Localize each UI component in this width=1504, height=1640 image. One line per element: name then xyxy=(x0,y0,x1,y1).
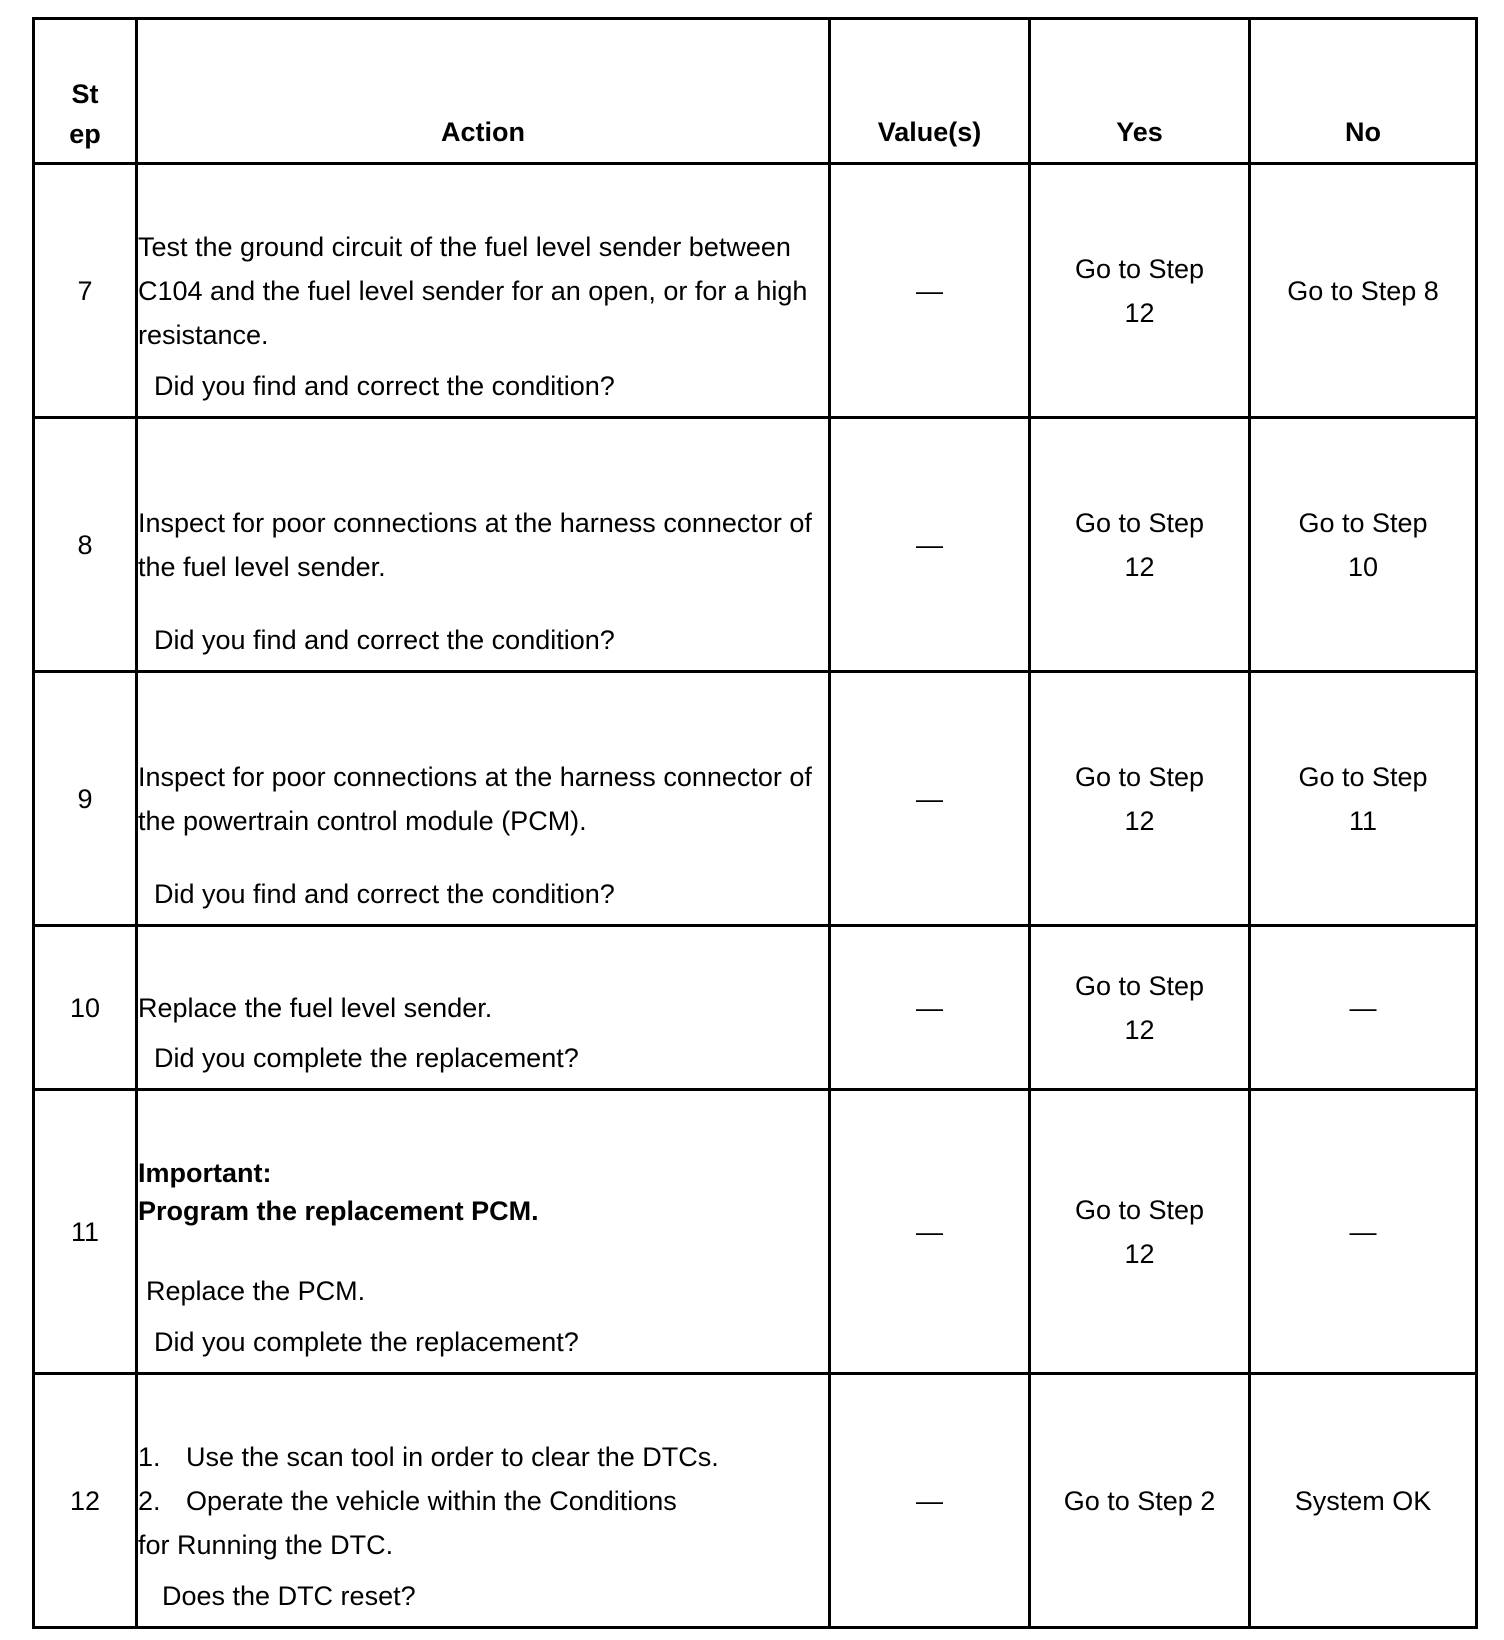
list-continuation: for Running the DTC. xyxy=(138,1529,394,1560)
list-number: 1. xyxy=(138,1441,161,1472)
action-question: Does the DTC reset? xyxy=(162,1581,416,1611)
list-item xyxy=(138,1435,828,1479)
table-row xyxy=(34,418,1477,672)
no-cell: — xyxy=(1250,926,1477,1090)
header-step: St ep xyxy=(34,19,137,164)
no-cell: System OK xyxy=(1250,1374,1477,1628)
table-row xyxy=(34,1374,1477,1628)
yes-cell: Go to Step 12 xyxy=(1030,418,1250,672)
action-cell xyxy=(137,1374,830,1628)
action-question: Did you find and correct the condition? xyxy=(154,879,615,909)
action-question: Did you complete the replacement? xyxy=(154,1327,579,1357)
action-question: Did you find and correct the condition? xyxy=(154,625,615,655)
yes-cell: Go to Step 12 xyxy=(1030,926,1250,1090)
action-cell xyxy=(137,418,830,672)
header-action: Action xyxy=(137,19,830,164)
action-text: Inspect for poor connections at the harness connector of the fuel level sender. xyxy=(138,507,812,582)
table-row xyxy=(34,926,1477,1090)
action-cell xyxy=(137,926,830,1090)
yes-cell: Go to Step 12 xyxy=(1030,164,1250,418)
action-cell xyxy=(137,672,830,926)
value-cell: — xyxy=(830,164,1030,418)
value-cell: — xyxy=(830,1090,1030,1374)
action-question: Did you complete the replacement? xyxy=(154,1043,579,1073)
no-cell: — xyxy=(1250,1090,1477,1374)
value-cell: — xyxy=(830,418,1030,672)
diagnostic-table xyxy=(32,17,1478,1629)
no-cell: Go to Step 11 xyxy=(1250,672,1477,926)
list-item xyxy=(138,1479,828,1523)
step-number: 10 xyxy=(34,926,137,1090)
action-text: Inspect for poor connections at the harness connector of the powertrain control module (PCM). xyxy=(138,761,812,836)
step-number: 8 xyxy=(34,418,137,672)
action-cell xyxy=(137,164,830,418)
step-number: 11 xyxy=(34,1090,137,1374)
yes-cell: Go to Step 2 xyxy=(1030,1374,1250,1628)
important-label: Important: xyxy=(138,1157,272,1188)
value-cell: — xyxy=(830,926,1030,1090)
yes-cell: Go to Step 12 xyxy=(1030,672,1250,926)
table-row xyxy=(34,672,1477,926)
value-cell: — xyxy=(830,1374,1030,1628)
header-values: Value(s) xyxy=(830,19,1030,164)
action-text: Replace the fuel level sender. xyxy=(138,992,493,1023)
table-header-row xyxy=(34,19,1477,164)
no-cell: Go to Step 10 xyxy=(1250,418,1477,672)
header-yes: Yes xyxy=(1030,19,1250,164)
table-row xyxy=(34,164,1477,418)
action-cell xyxy=(137,1090,830,1374)
value-cell: — xyxy=(830,672,1030,926)
important-text: Program the replacement PCM. xyxy=(138,1195,539,1226)
step-number: 12 xyxy=(34,1374,137,1628)
no-cell: Go to Step 8 xyxy=(1250,164,1477,418)
table-row xyxy=(34,1090,1477,1374)
action-text: Replace the PCM. xyxy=(146,1275,366,1306)
list-number: 2. xyxy=(138,1485,161,1516)
list-text: Operate the vehicle within the Conditions xyxy=(186,1485,677,1516)
step-number: 9 xyxy=(34,672,137,926)
action-text: Test the ground circuit of the fuel level sender between C104 and the fuel level sender for an open, or for a high resistance. xyxy=(138,231,808,350)
list-text: Use the scan tool in order to clear the DTCs. xyxy=(186,1441,719,1472)
header-no: No xyxy=(1250,19,1477,164)
step-number: 7 xyxy=(34,164,137,418)
yes-cell: Go to Step 12 xyxy=(1030,1090,1250,1374)
action-question: Did you find and correct the condition? xyxy=(154,371,615,401)
